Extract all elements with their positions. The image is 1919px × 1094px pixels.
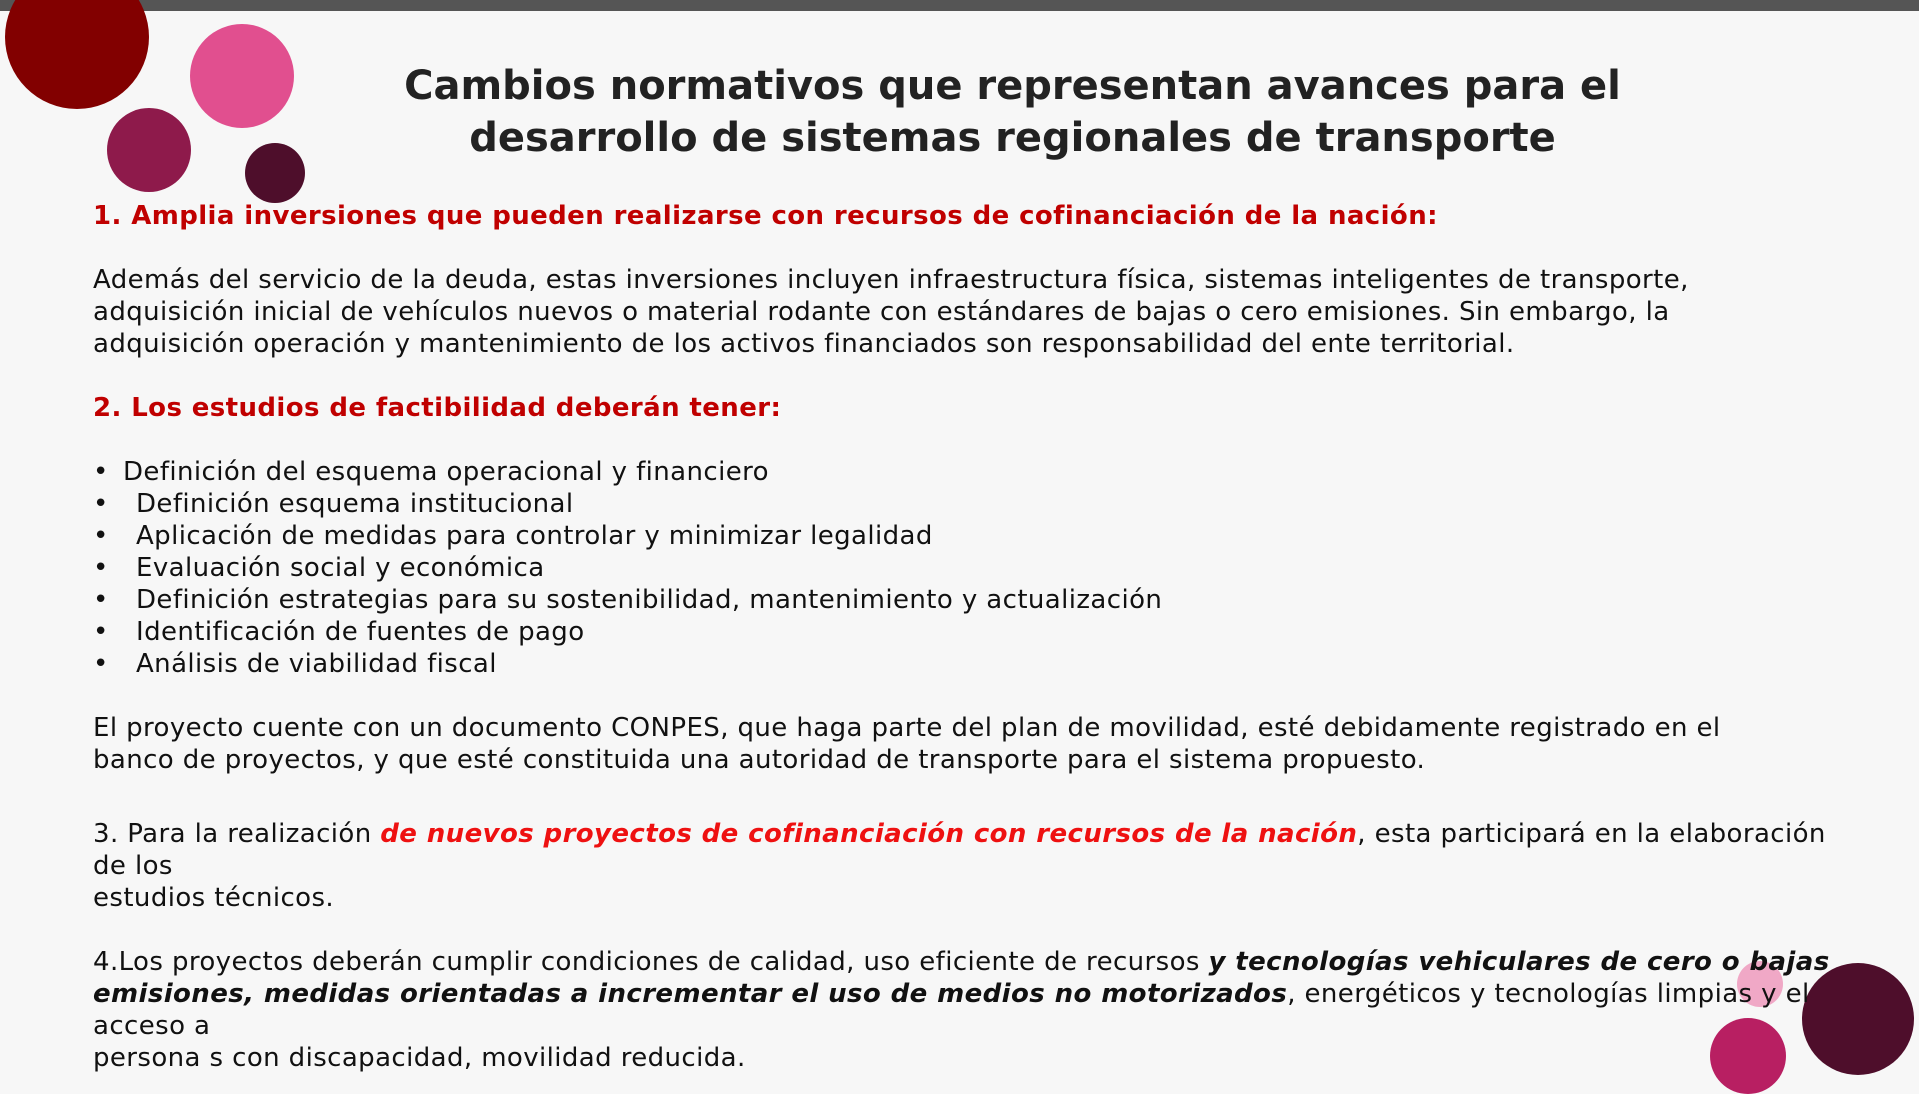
title-line-1: Cambios normativos que representan avances para el — [404, 63, 1621, 109]
section-1-body — [93, 264, 1838, 360]
section-3-prefix: 3. Para la realización — [93, 819, 381, 849]
list-item: • Aplicación de medidas para controlar y minimizar legalidad — [93, 520, 1838, 552]
section-2-closing-line-2: banco de proyectos, y que esté constituida una autoridad de transporte para el sistema propuesto. — [93, 745, 1426, 775]
section-1-body-line-3: adquisición operación y mantenimiento de los activos financiados son responsabilidad del ente territorial. — [93, 329, 1515, 359]
decor-circle-dark-red — [5, 0, 149, 109]
section-1-body-line-2: adquisición inicial de vehículos nuevos o material rodante con estándares de bajas o cero emisiones. Sin embargo, la — [93, 297, 1670, 327]
section-4-bold-line-2: emisiones, medidas orientadas a incrementar el uso de medios no motorizados — [93, 979, 1288, 1009]
section-3-line-2: estudios técnicos. — [93, 883, 335, 913]
section-4-line-3: persona s con discapacidad, movilidad reducida. — [93, 1043, 746, 1073]
section-1-body-line-1: Además del servicio de la deuda, estas inversiones incluyen infraestructura física, sistemas inteligentes de transporte, — [93, 265, 1689, 295]
list-item: • Definición estrategias para su sostenibilidad, mantenimiento y actualización — [93, 584, 1838, 616]
list-item: • Definición esquema institucional — [93, 488, 1838, 520]
decor-circle-plum — [245, 143, 305, 203]
section-4-suffix: , energéticos y tecnologías limpias y el acceso a — [93, 979, 1810, 1041]
section-4-bold-line-1: y tecnologías vehiculares de cero o bajas — [1208, 947, 1830, 977]
title-line-2: desarrollo de sistemas regionales de transporte — [469, 115, 1556, 161]
top-bar — [0, 0, 1919, 11]
feasibility-list — [93, 456, 1838, 680]
section-2-heading: 2. Los estudios de factibilidad deberán tener: — [93, 393, 782, 423]
section-4-prefix: 4.Los proyectos deberán cumplir condiciones de calidad, uso eficiente de recursos — [93, 947, 1209, 977]
section-4-paragraph — [93, 946, 1838, 1074]
section-1-heading: 1. Amplia inversiones que pueden realizarse con recursos de cofinanciación de la nación: — [93, 201, 1438, 231]
list-item: • Análisis de viabilidad fiscal — [93, 648, 1838, 680]
decor-circle-pink — [190, 24, 294, 128]
section-2-closing-line-1: El proyecto cuente con un documento CONPES, que haga parte del plan de movilidad, esté debidamente registrado en el — [93, 713, 1721, 743]
section-3-highlight: de nuevos proyectos de cofinanciación con recursos de la nación — [380, 819, 1358, 849]
slide-title — [300, 60, 1725, 164]
slide-content — [93, 200, 1838, 1074]
section-2-closing — [93, 712, 1838, 776]
list-item: • Identificación de fuentes de pago — [93, 616, 1838, 648]
decor-circle-magenta — [107, 108, 191, 192]
section-3-suffix: , esta participará en la elaboración de los — [93, 819, 1826, 881]
section-3-paragraph — [93, 818, 1838, 914]
list-item: • Definición del esquema operacional y financiero — [93, 456, 1838, 488]
list-item: • Evaluación social y económica — [93, 552, 1838, 584]
